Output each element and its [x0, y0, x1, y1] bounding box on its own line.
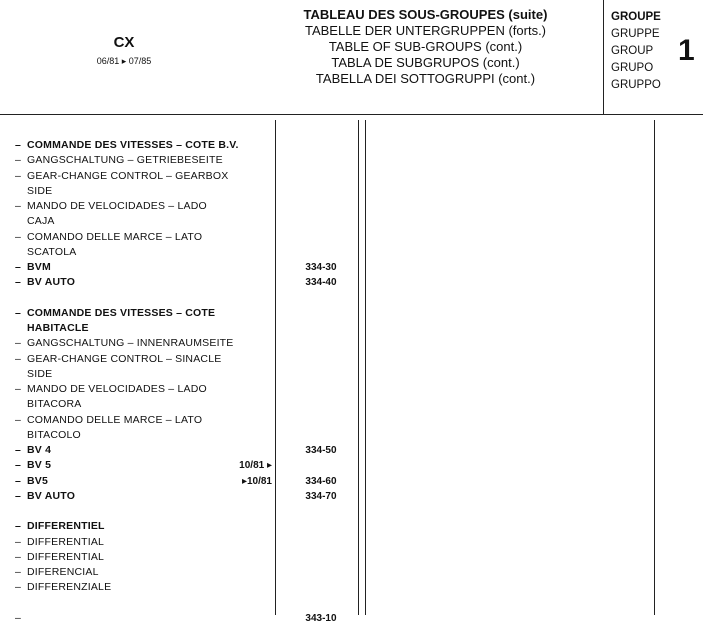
- item-dash: –: [15, 139, 21, 151]
- list-item: [0, 184, 360, 199]
- item-label: SCATOLA: [27, 245, 77, 258]
- item-dash: –: [15, 550, 21, 563]
- list-item: [0, 321, 360, 336]
- item-code: 334-40: [305, 277, 337, 289]
- item-dash: –: [15, 611, 21, 624]
- item-code: 334-70: [305, 490, 337, 502]
- item-label: BV 4: [27, 444, 52, 456]
- item-label: GANGSCHALTUNG – INNENRAUMSEITE: [27, 337, 234, 350]
- title-es: TABLA DE SUBGRUPOS (cont.): [331, 55, 520, 70]
- item-label: MANDO DE VELOCIDADES – LADO: [27, 200, 207, 212]
- item-dash: –: [15, 383, 21, 395]
- item-label: DIFERENCIAL: [27, 566, 99, 578]
- list-item: [0, 275, 360, 290]
- list-item: [0, 596, 360, 611]
- item-date: 10/81 ▸: [239, 460, 272, 472]
- item-label: COMMANDE DES VITESSES – COTE: [27, 306, 216, 319]
- list-item: [0, 397, 360, 412]
- column-rule: [365, 120, 366, 615]
- list-item: [0, 291, 360, 306]
- item-dash: –: [15, 474, 21, 487]
- item-label: MANDO DE VELOCIDADES – LADO: [27, 383, 207, 395]
- item-dash: –: [15, 581, 21, 594]
- item-label: COMANDO DELLE MARCE – LATO: [27, 413, 203, 426]
- item-label: BV AUTO: [27, 276, 76, 289]
- item-label: COMANDO DELLE MARCE – LATO: [27, 230, 203, 243]
- list-item: [0, 230, 360, 245]
- item-dash: –: [15, 337, 21, 350]
- item-label: DIFFERENTIAL: [27, 535, 105, 548]
- item-label: BITACORA: [27, 398, 82, 411]
- header-rule: [0, 114, 703, 115]
- list-item: [0, 245, 360, 260]
- list-item: [0, 611, 360, 626]
- item-dash: –: [15, 566, 21, 578]
- item-label: BVM: [27, 261, 51, 273]
- item-dash: –: [15, 535, 21, 548]
- list-item: [0, 367, 360, 382]
- item-dash: –: [15, 276, 21, 289]
- item-dash: –: [15, 444, 21, 456]
- list-item: [0, 214, 360, 229]
- list-item: [0, 504, 360, 519]
- item-dash: –: [15, 489, 21, 502]
- item-label: BV 5: [27, 459, 52, 472]
- list-item: [0, 306, 360, 321]
- item-date: ▸10/81: [241, 475, 272, 487]
- item-code: 334-30: [305, 262, 337, 273]
- item-label: CAJA: [27, 215, 55, 228]
- item-label: SIDE: [27, 184, 53, 197]
- group-label-de: GRUPPE: [611, 28, 660, 40]
- item-label: HABITACLE: [27, 322, 89, 334]
- list-item: [0, 550, 360, 565]
- list-item: [0, 336, 360, 351]
- title-de: TABELLE DER UNTERGRUPPEN (forts.): [304, 23, 547, 38]
- item-dash: –: [15, 352, 21, 365]
- group-block: [611, 9, 681, 94]
- item-label: BITACOLO: [27, 428, 81, 441]
- title-en: TABLE OF SUB-GROUPS (cont.): [328, 39, 523, 54]
- item-label: GEAR-CHANGE CONTROL – SINACLE: [27, 352, 222, 365]
- list-item: [0, 413, 360, 428]
- group-number: 1: [678, 34, 695, 67]
- list-item: [0, 565, 360, 580]
- item-code: 343-10: [305, 612, 337, 624]
- item-dash: –: [15, 261, 21, 273]
- item-code: 334-50: [305, 445, 337, 456]
- item-label: DIFFERENTIAL: [27, 550, 105, 563]
- list-item: [0, 138, 360, 153]
- item-label: BV AUTO: [27, 489, 76, 502]
- item-label: BV5: [27, 474, 49, 487]
- list-item: [0, 169, 360, 184]
- list-item: [0, 382, 360, 397]
- item-dash: –: [15, 169, 21, 182]
- column-rule: [654, 120, 655, 615]
- item-label: COMMANDE DES VITESSES – COTE B.V.: [27, 139, 239, 151]
- group-label-es: GRUPO: [611, 62, 654, 74]
- item-label: DIFFERENTIEL: [27, 520, 105, 533]
- list-item: [0, 443, 360, 458]
- item-label: DIFFERENZIALE: [27, 581, 112, 594]
- model-name: CX: [113, 34, 135, 51]
- list-item: [0, 474, 360, 489]
- item-label: GEAR-CHANGE CONTROL – GEARBOX: [27, 169, 229, 182]
- item-dash: –: [15, 230, 21, 243]
- list-item: [0, 535, 360, 550]
- item-code: 334-60: [305, 475, 337, 487]
- item-dash: –: [15, 459, 21, 472]
- title-fr: TABLEAU DES SOUS-GROUPES (suite): [303, 7, 548, 22]
- list-item: [0, 352, 360, 367]
- list-item: [0, 458, 360, 473]
- list-item: [0, 519, 360, 534]
- list-item: [0, 199, 360, 214]
- item-dash: –: [15, 200, 21, 212]
- list-item: [0, 489, 360, 504]
- item-dash: –: [15, 154, 21, 167]
- list-item: [0, 580, 360, 595]
- group-label-en: GROUP: [611, 45, 654, 57]
- list-item: [0, 153, 360, 168]
- item-dash: –: [15, 520, 21, 533]
- model-block: [0, 0, 248, 114]
- date-range: 06/81 ▸ 07/85: [96, 56, 152, 66]
- list-item: [0, 428, 360, 443]
- group-label-it: GRUPPO: [611, 79, 661, 91]
- item-label: GANGSCHALTUNG – GETRIEBESEITE: [27, 154, 223, 167]
- group-label-fr: GROUPE: [611, 11, 661, 23]
- header-divider: [603, 0, 604, 114]
- title-block: [248, 7, 603, 87]
- title-it: TABELLA DEI SOTTOGRUPPI (cont.): [315, 71, 536, 86]
- list-item: [0, 260, 360, 275]
- item-dash: –: [15, 413, 21, 426]
- item-label: SIDE: [27, 367, 53, 380]
- item-dash: –: [15, 306, 21, 319]
